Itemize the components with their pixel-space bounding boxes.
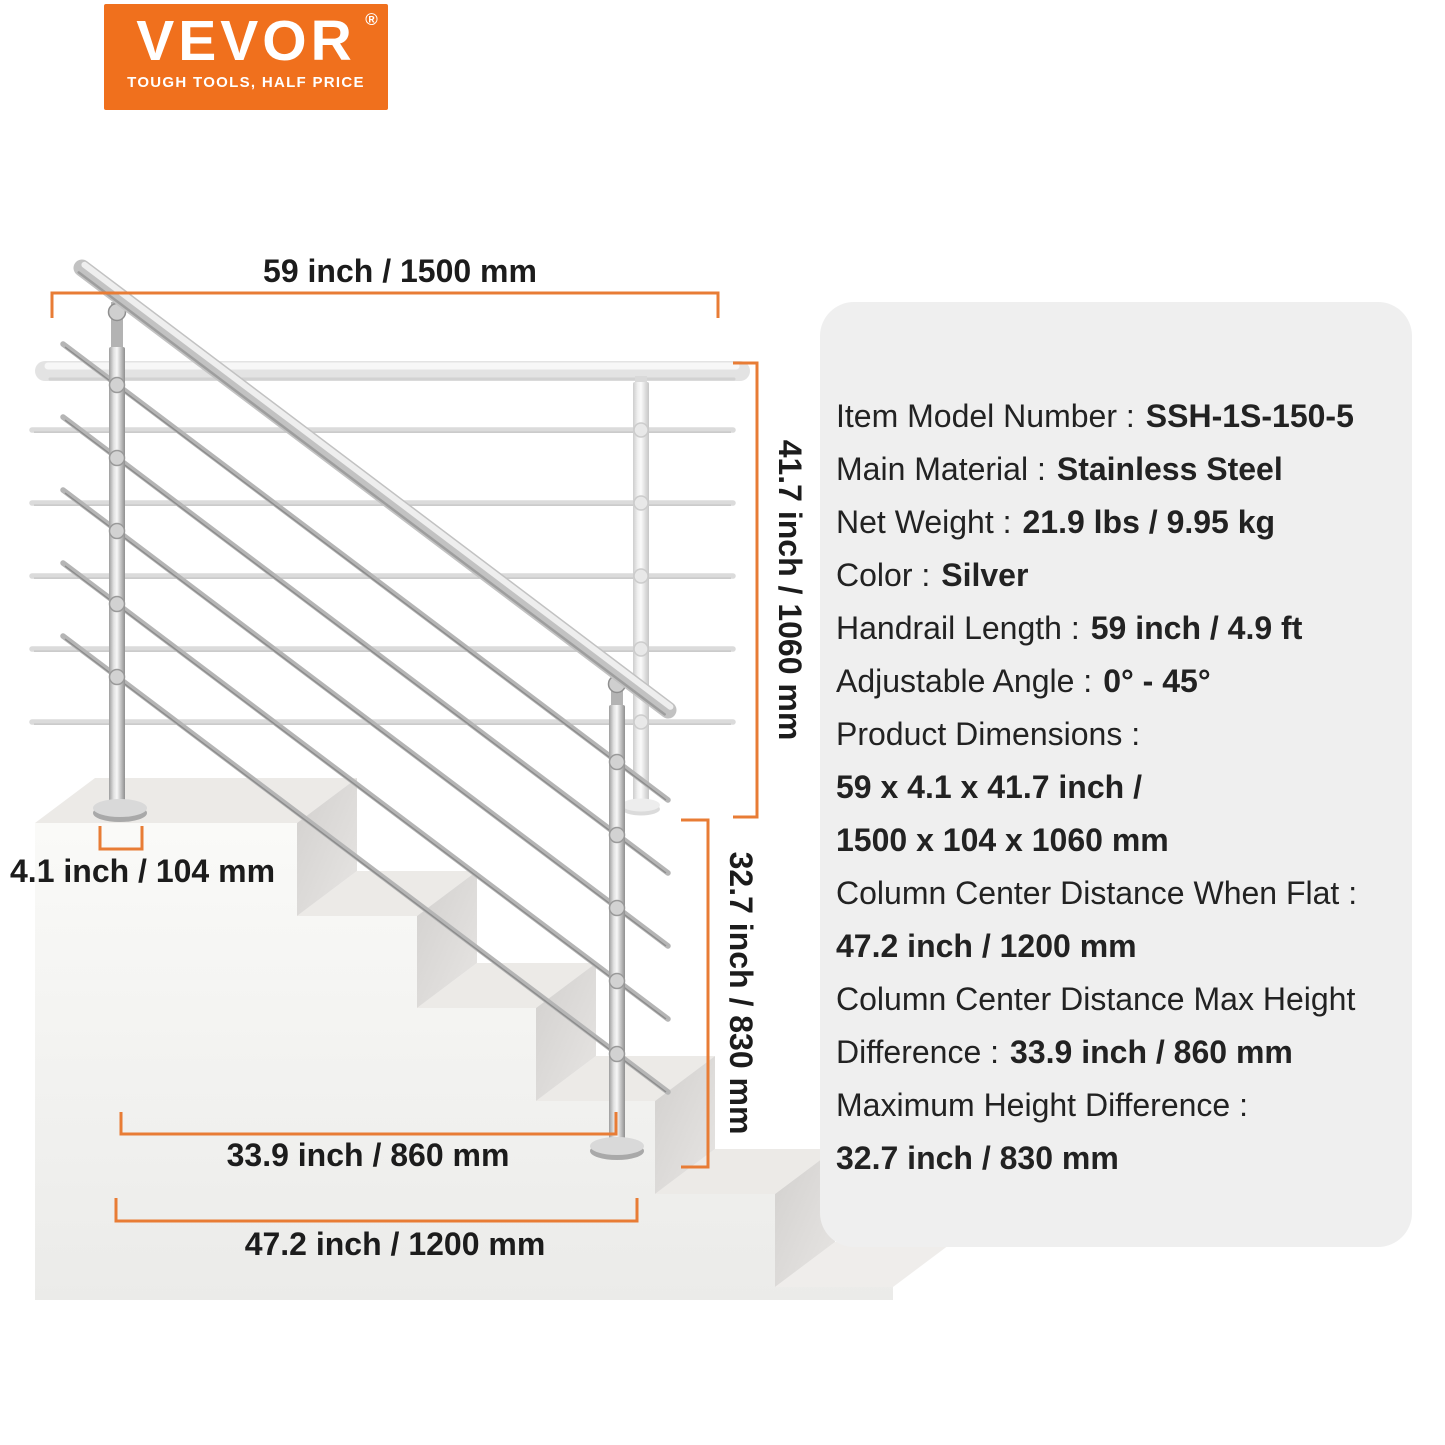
spec-line-max-height-difference-value	[836, 1132, 1398, 1185]
spec-line-column-distance-max-value	[836, 1026, 1398, 1079]
dim-label-right-lower-height: 32.7 inch / 830 mm	[723, 851, 759, 1135]
flat-post-base-plate-top	[622, 799, 660, 812]
spec-value: 0° - 45°	[1103, 663, 1211, 699]
sloped-handrail-highlight	[84, 265, 670, 707]
spec-label: Product Dimensions :	[836, 716, 1141, 752]
spec-label: Difference :	[836, 1034, 1000, 1070]
spec-value: SSH-1S-150-5	[1145, 398, 1354, 434]
dim-line-right-upper-height	[733, 363, 757, 817]
spec-line-column-distance-flat-label	[836, 867, 1398, 920]
dim-label-right-upper-height: 41.7 inch / 1060 mm	[772, 439, 808, 741]
spec-label: Main Material :	[836, 451, 1046, 487]
spec-label: Maximum Height Difference :	[836, 1087, 1248, 1123]
logo-tagline: TOUGH TOOLS, HALF PRICE	[127, 74, 365, 91]
spec-value: 59 x 4.1 x 41.7 inch /	[836, 769, 1142, 805]
brand-text: VEVOR	[136, 9, 356, 73]
spec-line-dimensions-inch	[836, 761, 1398, 814]
spec-line-column-distance-flat-value	[836, 920, 1398, 973]
spec-line-column-distance-max-label	[836, 973, 1398, 1026]
dim-label-top-length: 59 inch / 1500 mm	[263, 253, 537, 289]
vevor-logo	[104, 4, 388, 110]
spec-label: Color :	[836, 557, 931, 593]
spec-value: Silver	[941, 557, 1029, 593]
vevor-wordmark	[136, 9, 378, 73]
spec-line-product-dimensions	[836, 708, 1398, 761]
right-post	[609, 705, 625, 1145]
spec-line-handrail-length	[836, 602, 1398, 655]
registered-trademark-symbol: ®	[365, 10, 378, 29]
spec-value: Stainless Steel	[1056, 451, 1283, 487]
spec-label: Item Model Number :	[836, 398, 1135, 434]
spec-label: Net Weight :	[836, 504, 1012, 540]
spec-line-max-height-difference-label	[836, 1079, 1398, 1132]
spec-label: Column Center Distance Max Height	[836, 981, 1356, 1017]
spec-line-model-number	[836, 390, 1398, 443]
spec-value: 47.2 inch / 1200 mm	[836, 928, 1137, 964]
spec-value: 21.9 lbs / 9.95 kg	[1022, 504, 1276, 540]
left-post	[109, 347, 125, 807]
spec-value: 32.7 inch / 830 mm	[836, 1140, 1119, 1176]
spec-value: 1500 x 104 x 1060 mm	[836, 822, 1169, 858]
right-post-base-plate-top	[590, 1137, 644, 1155]
spec-label: Adjustable Angle :	[836, 663, 1093, 699]
dim-label-bottom-inner: 33.9 inch / 860 mm	[226, 1137, 510, 1173]
spec-line-main-material	[836, 443, 1398, 496]
spec-value: 59 inch / 4.9 ft	[1090, 610, 1303, 646]
spec-line-dimensions-mm	[836, 814, 1398, 867]
spec-label: Handrail Length :	[836, 610, 1080, 646]
dim-label-post-base-width: 4.1 inch / 104 mm	[10, 853, 276, 889]
spec-line-color	[836, 549, 1398, 602]
specifications-panel	[820, 302, 1412, 1247]
spec-value: 33.9 inch / 860 mm	[1010, 1034, 1293, 1070]
dim-label-bottom-outer: 47.2 inch / 1200 mm	[244, 1226, 546, 1262]
left-post-base-plate-top	[93, 799, 147, 817]
spec-line-adjustable-angle	[836, 655, 1398, 708]
spec-line-net-weight	[836, 496, 1398, 549]
spec-label: Column Center Distance When Flat :	[836, 875, 1358, 911]
flat-post	[633, 382, 649, 804]
